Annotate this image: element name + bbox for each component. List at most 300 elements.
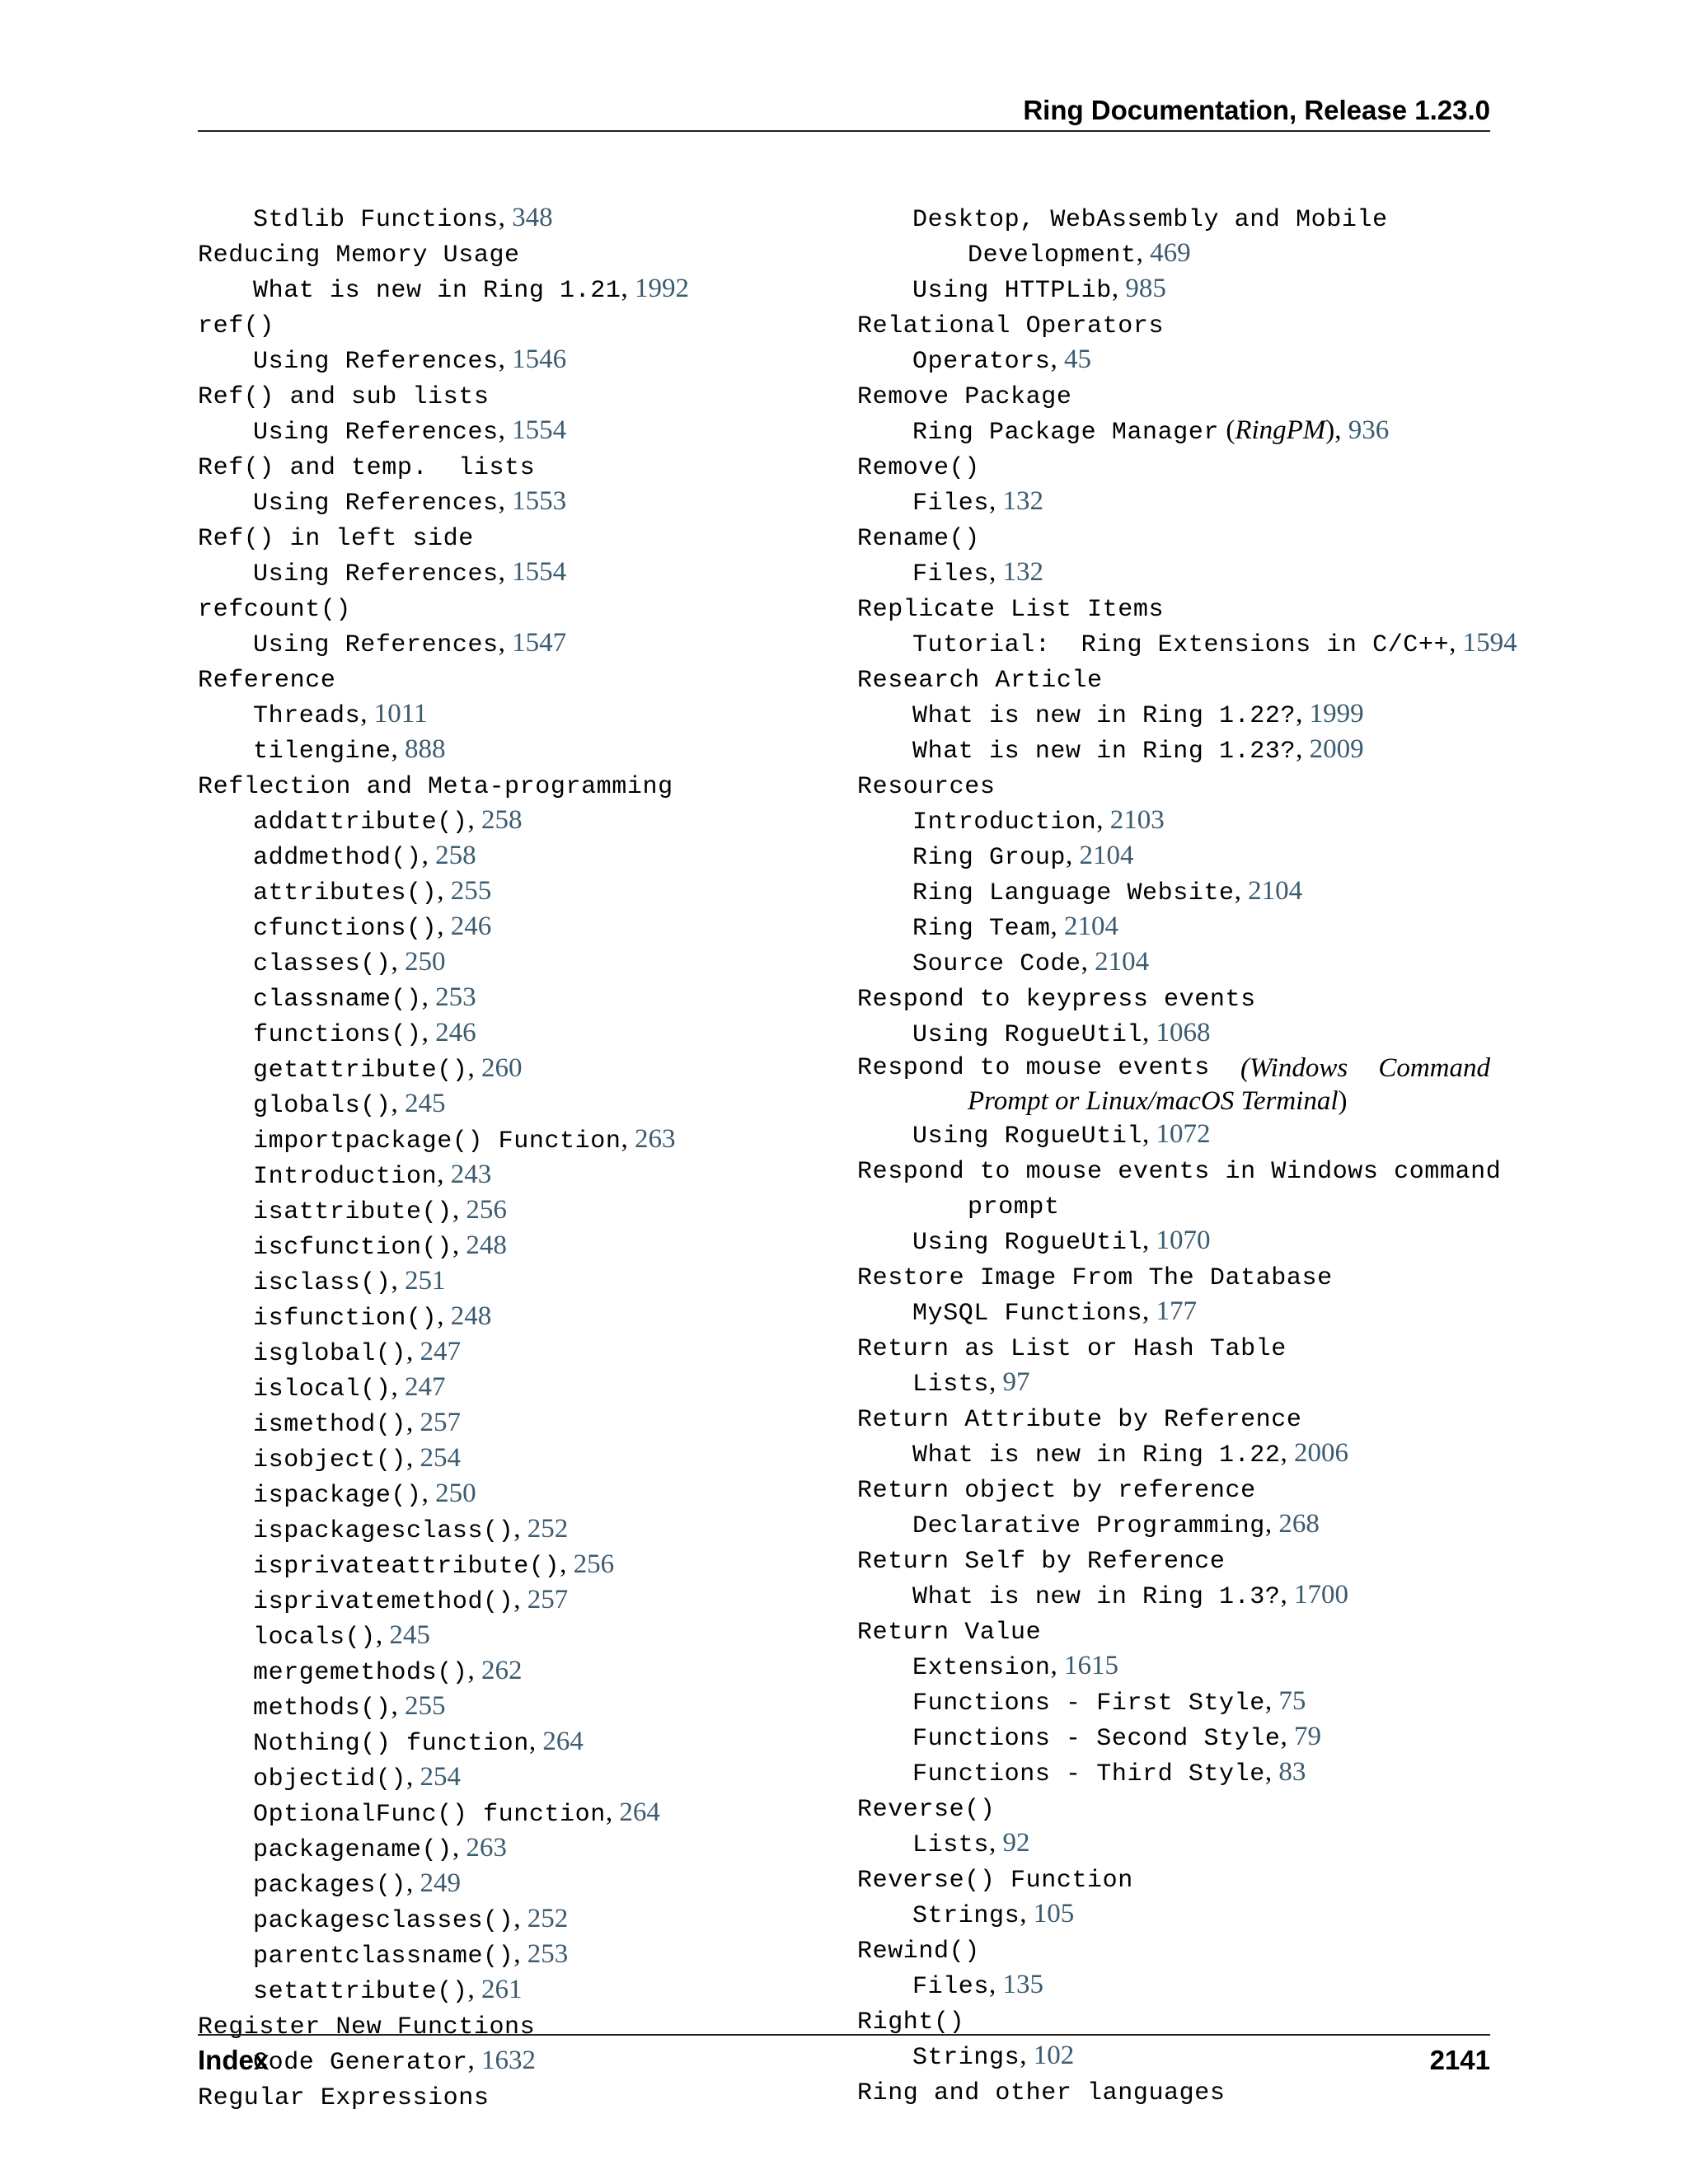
index-entry [857,591,1490,626]
index-entry [857,1052,1490,1085]
index-subentry [857,626,1517,662]
index-subentry [857,1649,1490,1685]
index-subterm: Desktop, WebAssembly and Mobile [912,206,1388,234]
index-subterm: Functions - Second Style [912,1725,1281,1753]
index-subentry [857,555,1490,591]
index-entry [198,2079,824,2115]
separator: , [437,1160,451,1189]
page-link[interactable]: 258 [481,805,523,835]
separator: , [621,274,635,303]
index-subterm: What is new in Ring 1.21 [253,277,621,305]
index-subterm: ispackage() [253,1482,422,1510]
page-link[interactable]: 1070 [1156,1226,1211,1255]
page-link[interactable]: 264 [619,1797,660,1827]
page-link[interactable]: 1554 [512,415,567,445]
page-link[interactable]: 102 [1033,2041,1075,2070]
page-link[interactable]: 2104 [1079,841,1134,870]
index-entry [857,1614,1490,1649]
index-subterm: MySQL Functions [912,1300,1143,1328]
index-subterm: What is new in Ring 1.3? [912,1583,1281,1611]
index-entry [857,1259,1490,1295]
index-subentry [857,1295,1490,1330]
index-term: Right() [857,2008,965,2036]
page-link[interactable]: 246 [450,912,492,941]
index-subentry [857,1366,1490,1401]
index-subentry [198,1335,824,1371]
page-link[interactable]: 264 [542,1727,584,1756]
separator: , [1449,628,1463,658]
separator: , [375,1620,390,1650]
index-entry [857,307,1490,343]
index-subentry [198,1477,824,1512]
index-subentry [857,1224,1490,1259]
separator: , [421,982,436,1012]
separator: , [1050,912,1064,941]
index-subterm: Using References [253,348,499,376]
separator: , [1111,274,1126,303]
page-link[interactable]: 255 [404,1691,446,1721]
page-link[interactable]: 245 [389,1620,430,1650]
separator: , [498,203,513,232]
index-entry [198,307,824,343]
separator: , [513,1514,528,1544]
index-subterm: isclass() [253,1269,392,1297]
index-subentry [857,804,1490,839]
separator: , [989,1970,1003,1999]
page-link[interactable]: 1546 [512,344,567,374]
separator: , [1234,876,1249,906]
index-subentry [198,1193,824,1229]
index-term: Register New Functions [198,2013,536,2041]
separator: , [1296,699,1310,729]
index-term: Return Self by Reference [857,1548,1226,1576]
index-subterm: mergemethods() [253,1659,468,1687]
page-link[interactable]: 1072 [1156,1119,1211,1149]
index-subentry [198,697,824,733]
separator: , [1264,1686,1279,1716]
index-subterm: Using References [253,419,499,447]
page-link[interactable]: 1594 [1462,628,1517,658]
index-subterm: classes() [253,950,392,978]
index-subentry [857,272,1490,307]
index-continuation [857,237,1490,272]
separator: , [406,1762,420,1792]
index-entry [198,662,824,697]
index-subterm: Using References [253,560,499,588]
index-subterm: Lists [912,1371,990,1399]
index-subterm: Using References [253,631,499,659]
index-subentry [198,555,824,591]
index-subterm: Ring Team [912,915,1051,943]
index-subterm: Ring Package Manager [912,419,1220,447]
index-subentry [198,1371,824,1406]
index-entry [857,662,1490,697]
index-subentry [857,945,1490,981]
page-link[interactable]: 2006 [1293,1438,1348,1468]
separator: , [467,1975,481,2004]
index-subentry [198,1264,824,1300]
index-term: Ring and other languages [857,2079,1226,2107]
index-term: Remove Package [857,383,1072,411]
index-term: Reducing Memory Usage [198,241,520,269]
separator: , [498,415,513,445]
index-subterm: locals() [253,1624,376,1652]
index-subentry [198,1406,824,1441]
index-subentry [857,697,1490,733]
index-subentry [857,910,1490,945]
index-subentry [857,733,1490,768]
page-link[interactable]: 247 [404,1372,446,1402]
index-subterm: isprivateattribute() [253,1553,560,1581]
index-subentry [198,1548,824,1583]
page-link[interactable]: 248 [450,1301,492,1331]
page-link[interactable]: 246 [435,1018,476,1047]
index-term: Return Attribute by Reference [857,1406,1302,1434]
page-link[interactable]: 105 [1033,1899,1075,1929]
index-subentry [198,1016,824,1052]
separator: , [513,1939,528,1969]
index-entry [198,2008,824,2044]
separator: , [1142,1226,1156,1255]
separator: , [421,841,436,870]
index-subterm: Introduction [912,808,1097,837]
index-subterm: Operators [912,348,1051,376]
page-link[interactable]: 83 [1278,1757,1306,1787]
separator: , [452,1195,467,1225]
page-link[interactable]: 1999 [1309,699,1364,729]
page-link[interactable]: 888 [404,734,446,764]
index-term: Remove() [857,454,980,482]
page-link[interactable]: 253 [527,1939,569,1969]
index-subterm: isglobal() [253,1340,407,1368]
index-subentry [198,1973,824,2008]
index-subterm: Functions - First Style [912,1690,1265,1718]
separator: , [391,1089,405,1118]
page-link[interactable]: 254 [420,1443,462,1473]
index-subentry [198,1796,824,1831]
page-link[interactable]: 258 [435,841,476,870]
index-term: Respond to mouse events in Windows command [857,1158,1502,1186]
index-subentry [198,945,824,981]
index-term: Restore Image From The Database [857,1264,1333,1292]
separator: , [1296,734,1310,764]
page-link[interactable]: 1992 [634,274,689,303]
separator: , [621,1124,635,1154]
page-link[interactable]: 1615 [1063,1651,1118,1680]
close-paren: ) [1325,415,1335,445]
page-link[interactable]: 248 [466,1230,507,1260]
index-subterm: packagename() [253,1836,452,1864]
separator: , [406,1443,420,1473]
index-subentry [198,1229,824,1264]
index-subentry [198,839,824,874]
index-term: Reference [198,667,336,695]
page-link[interactable]: 251 [404,1266,446,1296]
index-subterm: Strings [912,1902,1020,1930]
index-subentry [857,2039,1490,2074]
index-qualifier: Prompt or Linux/macOS Terminal [968,1086,1339,1116]
index-subterm: isprivatemethod() [253,1588,514,1616]
separator: , [391,734,405,764]
index-subentry [198,1938,824,1973]
index-term: Rename() [857,525,980,553]
separator: , [1020,2041,1034,2070]
index-entry [857,2074,1490,2110]
separator: , [406,1408,420,1437]
index-entry [857,378,1490,414]
index-term: Ref() and sub lists [198,383,490,411]
separator: , [421,1479,436,1508]
index-entry [857,520,1490,555]
page-link[interactable]: 177 [1156,1296,1198,1326]
page-link[interactable]: 262 [481,1656,523,1685]
separator: , [989,486,1003,516]
index-term: Relational Operators [857,312,1165,340]
page-link[interactable]: 245 [404,1089,446,1118]
page-link[interactable]: 257 [420,1408,462,1437]
page-link[interactable]: 75 [1278,1686,1306,1716]
index-entry [857,1543,1490,1578]
separator: , [1142,1296,1156,1326]
index-entry [857,1330,1490,1366]
index-entry [857,768,1490,804]
index-continuation [857,1188,1490,1224]
page-link[interactable]: 1547 [512,628,567,658]
page-link[interactable]: 135 [1002,1970,1044,1999]
index-qualifier: RingPM [1235,415,1326,445]
index-subterm: Extension [912,1654,1051,1682]
index-subentry [857,1826,1490,1862]
index-entry [198,591,824,626]
index-subentry [198,414,824,449]
page-link[interactable]: 1011 [373,699,428,729]
page-link[interactable]: 97 [1002,1367,1030,1397]
page-number: 2141 [1429,2045,1490,2075]
page-link[interactable]: 2103 [1109,805,1165,835]
index-qualifier-word: Command [1378,1053,1490,1083]
index-subentry [198,1619,824,1654]
page-link[interactable]: 1068 [1156,1018,1211,1047]
page-link[interactable]: 268 [1278,1509,1320,1539]
header-divider [198,130,1490,132]
separator: , [452,1230,467,1260]
separator: , [1081,947,1095,977]
index-entry [198,378,824,414]
page-link[interactable]: 261 [481,1975,523,2004]
separator: , [989,1367,1003,1397]
separator: , [467,1053,481,1083]
index-term: Reverse() Function [857,1867,1133,1895]
index-term: Reflection and Meta-programming [198,773,673,801]
page-link[interactable]: 936 [1348,415,1390,445]
separator: , [1142,1119,1156,1149]
index-entry [857,1401,1490,1436]
index-subterm: Files [912,560,990,588]
index-subterm: Ring Group [912,844,1067,872]
index-term: Replicate List Items [857,596,1165,624]
index-subentry [198,343,824,378]
page-link[interactable]: 256 [466,1195,507,1225]
index-subentry [857,201,1490,237]
index-subterm: prompt [968,1193,1060,1221]
separator: , [498,486,513,516]
page-link[interactable]: 252 [527,1514,569,1544]
index-subterm: isfunction() [253,1305,438,1333]
page-link[interactable]: 254 [420,1762,462,1792]
page-link[interactable]: 250 [435,1479,476,1508]
index-term: Respond to keypress events [857,986,1256,1014]
index-subentry [198,1583,824,1619]
page-link[interactable]: 92 [1002,1828,1030,1858]
index-subentry [198,1831,824,1867]
index-subentry [198,1760,824,1796]
page-link[interactable]: 132 [1002,486,1044,516]
separator: , [1050,344,1064,374]
index-subterm: What is new in Ring 1.22? [912,702,1296,730]
separator: , [1280,1722,1294,1751]
separator: , [1264,1509,1279,1539]
page-link[interactable]: 985 [1125,274,1166,303]
separator: , [391,1372,405,1402]
page-link[interactable]: 247 [420,1337,462,1366]
index-entry [857,1153,1502,1188]
page-link[interactable]: 1554 [512,557,567,587]
index-subentry [198,1158,824,1193]
page-link[interactable]: 257 [527,1585,569,1615]
index-column-right [857,201,1517,2110]
page-link[interactable]: 132 [1002,557,1044,587]
page-link[interactable]: 263 [634,1124,676,1154]
page-link[interactable]: 45 [1063,344,1091,374]
page-link[interactable]: 252 [527,1904,569,1933]
index-subentry [198,201,824,237]
index-subentry [198,1441,824,1477]
index-subterm: addmethod() [253,844,422,872]
index-subentry [198,874,824,910]
page-link[interactable]: 256 [573,1549,615,1579]
index-subentry [198,1725,824,1760]
page-link[interactable]: 79 [1293,1722,1321,1751]
index-subentry [198,1867,824,1902]
index-subentry [857,839,1490,874]
index-subterm: packagesclasses() [253,1907,514,1935]
index-term: Resources [857,773,996,801]
separator: , [1280,1438,1294,1468]
index-term: Return object by reference [857,1477,1256,1505]
index-subterm: addattribute() [253,808,468,837]
index-term: Respond to mouse events [857,1054,1210,1082]
index-qualifier-word: (Windows [1240,1053,1348,1083]
separator: , [560,1549,574,1579]
index-subentry [857,1897,1490,1933]
open-paren: ( [1219,415,1236,445]
separator: , [452,1833,467,1863]
index-subterm: setattribute() [253,1978,468,2006]
index-subterm: attributes() [253,879,438,907]
index-term: Return as List or Hash Table [857,1335,1287,1363]
page-header-title: Ring Documentation, Release 1.23.0 [1023,95,1490,125]
index-subterm: globals() [253,1092,392,1120]
index-subentry [857,414,1490,449]
page-link[interactable]: 2104 [1063,912,1118,941]
index-subterm: Declarative Programming [912,1512,1265,1540]
page-link[interactable]: 1632 [481,2046,536,2075]
separator: , [437,876,451,906]
separator: , [360,699,374,729]
separator: , [406,1337,420,1366]
page-link[interactable]: 253 [435,982,476,1012]
index-entry [198,768,824,804]
index-subterm: classname() [253,986,422,1014]
separator: , [467,2046,481,2075]
page-link[interactable]: 2104 [1248,876,1303,906]
page-link[interactable]: 263 [466,1833,507,1863]
index-entry [198,237,824,272]
index-subterm: parentclassname() [253,1943,514,1971]
page-link[interactable]: 255 [450,876,492,906]
page-link[interactable]: 2009 [1309,734,1364,764]
index-subterm: functions() [253,1021,422,1049]
index-subterm: Using RogueUtil [912,1021,1143,1049]
separator: , [406,1868,420,1898]
page-link[interactable]: 469 [1150,238,1191,268]
page-link[interactable]: 2104 [1095,947,1150,977]
separator: , [467,805,481,835]
index-term: Research Article [857,667,1103,695]
index-subterm: isobject() [253,1446,407,1474]
index-subentry [198,1052,824,1087]
separator: , [1050,1651,1064,1680]
page-link[interactable]: 348 [512,203,553,232]
separator: , [421,1018,436,1047]
index-subterm: packages() [253,1872,407,1900]
page-link[interactable]: 243 [450,1160,492,1189]
index-entry [857,1791,1490,1826]
page-link[interactable]: 260 [481,1053,523,1083]
index-subterm: Strings [912,2044,1020,2072]
separator: , [467,1656,481,1685]
separator: , [498,628,513,658]
footer-section-label: Index [198,2045,270,2075]
separator: , [391,947,405,977]
index-subterm: Files [912,1973,990,2001]
separator: , [437,1301,451,1331]
index-subterm: Lists [912,1831,990,1859]
index-subterm: Nothing() function [253,1730,529,1758]
index-subentry [198,1512,824,1548]
index-subentry [198,2044,824,2079]
page-link[interactable]: 249 [420,1868,462,1898]
separator: , [989,557,1003,587]
separator: , [391,1266,405,1296]
page-link[interactable]: 250 [404,947,446,977]
index-term: Ref() in left side [198,525,474,553]
index-subentry [857,1578,1490,1614]
index-term: Ref() and temp. lists [198,454,536,482]
page-link[interactable]: 1553 [512,486,567,516]
close-paren: ) [1338,1086,1348,1116]
page-link[interactable]: 1700 [1293,1580,1348,1610]
separator: , [391,1691,405,1721]
index-subentry [857,1436,1490,1472]
index-subterm: isattribute() [253,1198,452,1226]
index-subterm: methods() [253,1694,392,1722]
index-subterm: Source Code [912,950,1081,978]
index-subentry [198,1690,824,1725]
index-term: Regular Expressions [198,2084,490,2112]
index-subentry [857,485,1490,520]
index-subterm: Files [912,490,990,518]
